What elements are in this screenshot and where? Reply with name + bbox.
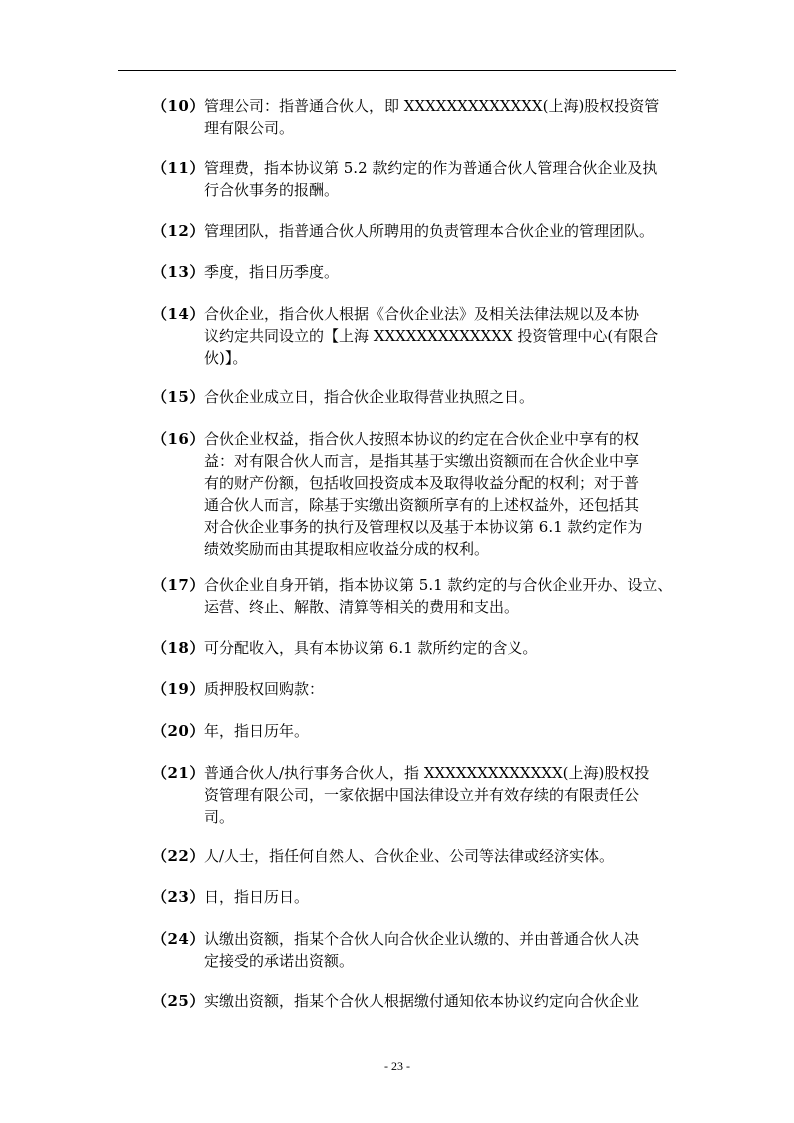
definition-line: 通合伙人而言，除基于实缴出资额所享有的上述权益外，还包括其 — [204, 496, 640, 514]
definition-line: 益：对有限合伙人而言，是指其基于实缴出资额而在合伙企业中享 — [204, 452, 640, 470]
definition-number: （23） — [152, 888, 205, 906]
definition-number: （21） — [152, 764, 205, 782]
definition-text — [204, 990, 676, 1012]
definition-number: （15） — [152, 388, 205, 406]
definition-text — [204, 845, 676, 867]
definition-text — [204, 762, 676, 828]
definition-text — [204, 574, 676, 618]
definition-number: （20） — [152, 722, 205, 740]
definition-text — [204, 886, 676, 908]
definition-number: （14） — [152, 305, 205, 323]
definition-line: 认缴出资额，指某个合伙人向合伙企业认缴的、并由普通合伙人决 — [204, 930, 640, 948]
definition-text — [204, 720, 676, 742]
definition-number: （12） — [152, 222, 205, 240]
definition-text — [204, 637, 676, 659]
definition-number: （11） — [152, 159, 205, 177]
definition-line: 管理团队，指普通合伙人所聘用的负责管理本合伙企业的管理团队。 — [204, 222, 655, 240]
definition-line: 行合伙事务的报酬。 — [204, 181, 340, 199]
definition-text — [204, 261, 676, 283]
definition-number: （17） — [152, 576, 205, 594]
definition-line: 日，指日历日。 — [204, 888, 310, 906]
page-number: - 23 - — [384, 1059, 410, 1073]
definition-text — [204, 386, 676, 408]
definition-line: 伙)】。 — [204, 349, 248, 367]
definition-line: 司。 — [204, 808, 235, 826]
definition-number: （22） — [152, 847, 205, 865]
definition-line: 绩效奖励而由其提取相应收益分成的权利。 — [204, 540, 490, 558]
definition-text — [204, 678, 676, 700]
definition-text — [204, 428, 676, 560]
definition-number: （25） — [152, 992, 205, 1010]
definition-line: 可分配收入，具有本协议第 6.1 款所约定的含义。 — [204, 639, 538, 657]
definition-line: 普通合伙人/执行事务合伙人，指 XXXXXXXXXXXXX(上海)股权投 — [204, 764, 650, 782]
definition-line: 合伙企业权益，指合伙人按照本协议的约定在合伙企业中享有的权 — [204, 430, 640, 448]
definition-line: 合伙企业自身开销，指本协议第 5.1 款约定的与合伙企业开办、设立、 — [204, 576, 673, 594]
definition-line: 有的财产份额，包括收回投资成本及取得收益分配的权利；对于普 — [204, 474, 640, 492]
definition-line: 季度，指日历季度。 — [204, 263, 340, 281]
definition-number: （10） — [152, 97, 205, 115]
definition-line: 资管理有限公司，一家依据中国法律设立并有效存续的有限责任公 — [204, 786, 640, 804]
definition-text — [204, 928, 676, 972]
definition-number: （18） — [152, 639, 205, 657]
definition-line: 管理费，指本协议第 5.2 款约定的作为普通合伙人管理合伙企业及执 — [204, 159, 658, 177]
definition-number: （19） — [152, 680, 205, 698]
definition-number: （24） — [152, 930, 205, 948]
definition-line: 定接受的承诺出资额。 — [204, 952, 355, 970]
definition-line: 运营、终止、解散、清算等相关的费用和支出。 — [204, 598, 520, 616]
definition-line: 合伙企业，指合伙人根据《合伙企业法》及相关法律法规以及本协 — [204, 305, 640, 323]
definition-number: （16） — [152, 430, 205, 448]
definition-text — [204, 220, 676, 242]
definition-line: 年，指日历年。 — [204, 722, 310, 740]
definition-text — [204, 303, 676, 369]
definition-number: （13） — [152, 263, 205, 281]
definition-line: 质押股权回购款： — [204, 680, 325, 698]
definition-line: 理有限公司。 — [204, 119, 295, 137]
definition-line: 合伙企业成立日，指合伙企业取得营业执照之日。 — [204, 388, 535, 406]
definition-line: 对合伙企业事务的执行及管理权以及基于本协议第 6.1 款约定作为 — [204, 518, 643, 536]
definition-line: 管理公司：指普通合伙人，即 XXXXXXXXXXXXX(上海)股权投资管 — [204, 97, 660, 115]
definition-text — [204, 157, 676, 201]
definition-line: 人/人士，指任何自然人、合伙企业、公司等法律或经济实体。 — [204, 847, 615, 865]
definition-line: 实缴出资额，指某个合伙人根据缴付通知依本协议约定向合伙企业 — [204, 992, 640, 1010]
definition-line: 议约定共同设立的【上海 XXXXXXXXXXXXX 投资管理中心(有限合 — [204, 327, 659, 345]
definition-text — [204, 95, 676, 139]
